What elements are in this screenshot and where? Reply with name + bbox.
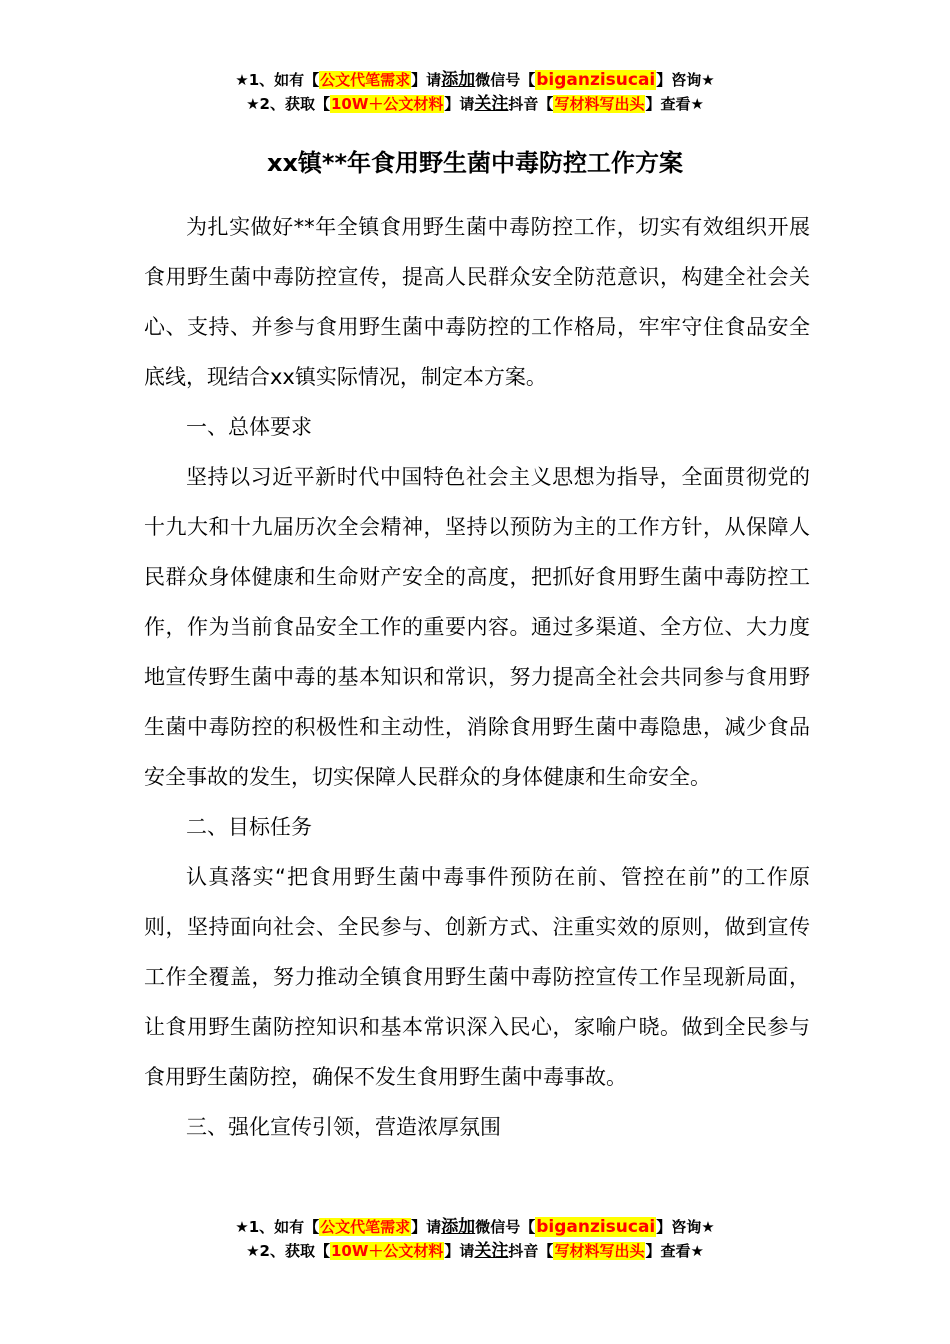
banner-text: ★1、如有【 <box>235 1218 320 1236</box>
banner-line-2 <box>0 92 950 116</box>
banner-line-2 <box>0 1239 950 1263</box>
banner-text: ★1、如有【 <box>235 71 320 89</box>
banner-text: 微信号【 <box>475 71 536 89</box>
banner-text: 】请 <box>444 1242 475 1260</box>
section-heading-2: 二、目标任务 <box>186 815 312 839</box>
highlight-douyin: 写材料写出头 <box>554 95 645 113</box>
highlight-wechat-id: biganzisucai <box>536 1217 656 1237</box>
banner-text: 】查看★ <box>645 1242 704 1260</box>
header-banner <box>0 68 950 116</box>
banner-text: 抖音【 <box>508 1242 554 1260</box>
highlight-service: 公文代笔需求 <box>320 1218 411 1236</box>
footer-banner <box>0 1215 950 1263</box>
banner-text: 微信号【 <box>475 1218 536 1236</box>
document-title: xx镇**年食用野生菌中毒防控工作方案 <box>266 149 684 177</box>
banner-text: 】请 <box>411 1218 442 1236</box>
banner-line-1 <box>0 68 950 92</box>
section-heading-1: 一、总体要求 <box>186 415 312 439</box>
banner-emphasis: 关注 <box>474 1241 509 1261</box>
banner-text: 抖音【 <box>508 95 554 113</box>
banner-text: ★2、获取【 <box>246 95 330 113</box>
banner-line-1 <box>0 1215 950 1239</box>
highlight-service: 公文代笔需求 <box>320 71 411 89</box>
highlight-materials: 10W＋公文材料 <box>330 95 444 113</box>
highlight-wechat-id: biganzisucai <box>536 70 656 90</box>
banner-text: 】咨询★ <box>656 1218 715 1236</box>
paragraph-general-requirements: 坚持以习近平新时代中国特色社会主义思想为指导，全面贯彻党的十九大和十九届历次全会精神，坚持以预防为主的工作方针，从保障人民群众身体健康和生命财产安全的高度，把抓好食用野生菌中毒防控工作，作为当前食品安全工作的重要内容。通过多渠道、全方位、大力度地宣传野生菌中毒的基本知识和常识，努力提高全社会共同参与食用野生菌中毒防控的积极性和主动性，消除食用野生菌中毒隐患，减少食品安全事故的发生，切实保障人民群众的身体健康和生命安全。 <box>144 465 810 789</box>
paragraph-goals: 认真落实“把食用野生菌中毒事件预防在前、管控在前”的工作原则，坚持面向社会、全民参与、创新方式、注重实效的原则，做到宣传工作全覆盖，努力推动全镇食用野生菌中毒防控宣传工作呈现新局面，让食用野生菌防控知识和基本常识深入民心，家喻户晓。做到全民参与食用野生菌防控，确保不发生食用野生菌中毒事故。 <box>144 865 810 1089</box>
paragraph-intro: 为扎实做好**年全镇食用野生菌中毒防控工作，切实有效组织开展食用野生菌中毒防控宣传，提高人民群众安全防范意识，构建全社会关心、支持、并参与食用野生菌中毒防控的工作格局，牢牢守住食品安全底线，现结合xx镇实际情况，制定本方案。 <box>144 215 810 389</box>
banner-text: 】请 <box>411 71 442 89</box>
banner-emphasis: 添加 <box>441 1217 476 1237</box>
highlight-materials: 10W＋公文材料 <box>330 1242 444 1260</box>
banner-text: 】咨询★ <box>656 71 715 89</box>
banner-emphasis: 关注 <box>474 94 509 114</box>
banner-text: 】查看★ <box>645 95 704 113</box>
section-heading-3: 三、强化宣传引领，营造浓厚氛围 <box>186 1115 501 1139</box>
banner-emphasis: 添加 <box>441 70 476 90</box>
highlight-douyin: 写材料写出头 <box>554 1242 645 1260</box>
banner-text: ★2、获取【 <box>246 1242 330 1260</box>
banner-text: 】请 <box>444 95 475 113</box>
document-body <box>144 202 810 1152</box>
